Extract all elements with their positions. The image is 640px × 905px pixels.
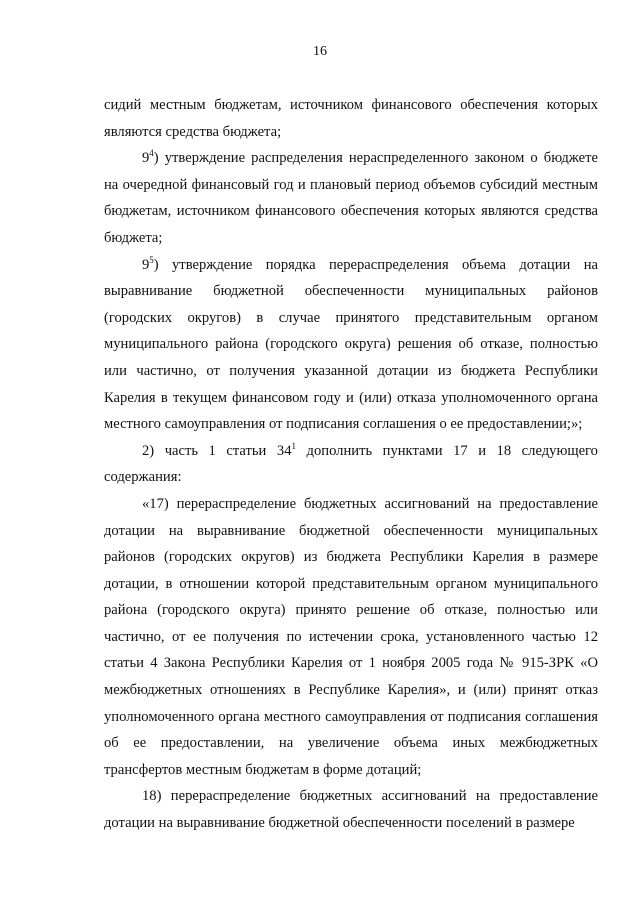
paragraph-4 [104, 438, 598, 491]
paragraph-text: ) утверждение порядка перераспределения объема дотации на выравнивание бюджетной обеспеченности муниципальных районов (городских округов) в случае принятого представительным органом муниципального района (городского округа) решения об отказе, полностью или частично, от получения указанной дотации из бюджета Республики Карелия в текущем финансовом году и (или) отказа уполномоченного органа местного самоуправления от подписания соглашения о ее предоставлении;»; [104, 256, 598, 433]
item-superscript: 5 [149, 254, 154, 265]
paragraph-6 [104, 783, 598, 836]
paragraph-3 [104, 252, 598, 438]
paragraph-1 [104, 92, 598, 145]
paragraph-5 [104, 491, 598, 784]
item-number: 9 [142, 150, 150, 167]
document-body [104, 92, 598, 837]
paragraph-text: ) утверждение распределения нераспределенного законом о бюджете на очередной финансовый год и плановый период объемов субсидий местным бюджетам, источником финансового обеспечения которых являются средства бюджета; [104, 150, 598, 246]
paragraph-2 [104, 145, 598, 251]
paragraph-text: 18) перераспределение бюджетных ассигнований на предоставление дотации на выравнивание бюджетной обеспеченности поселений в размере [104, 788, 598, 832]
item-prefix: 2) часть 1 статьи 34 [142, 442, 292, 459]
item-number: 9 [142, 256, 150, 273]
paragraph-text: «17) перераспределение бюджетных ассигнований на предоставление дотации на выравнивание бюджетной обеспеченности муниципальных районов (городских округов) из бюджета Республики Карелия в размере дотации, в отношении которой представительным органом муниципального района (городского округа) принято решение об отказе, полностью или частично, от ее получения по истечении срока, установленного частью 12 статьи 4 Закона Республики Карелия от 1 ноября 2005 года № 915-ЗРК «О межбюджетных отношениях в Республике Карелия», и (или) принят отказ уполномоченного органа местного самоуправления от подписания соглашения об ее предоставлении, на увеличение объема иных межбюджетных трансфертов местным бюджетам в форме дотаций; [104, 495, 598, 778]
item-superscript: 4 [149, 148, 154, 159]
paragraph-text: дополнить пунктами 17 и 18 следующего содержания: [104, 442, 598, 486]
paragraph-text: сидий местным бюджетам, источником финансового обеспечения которых являются средства бюджета; [104, 97, 598, 140]
item-superscript: 1 [291, 440, 296, 451]
page-number: 16 [313, 44, 327, 59]
